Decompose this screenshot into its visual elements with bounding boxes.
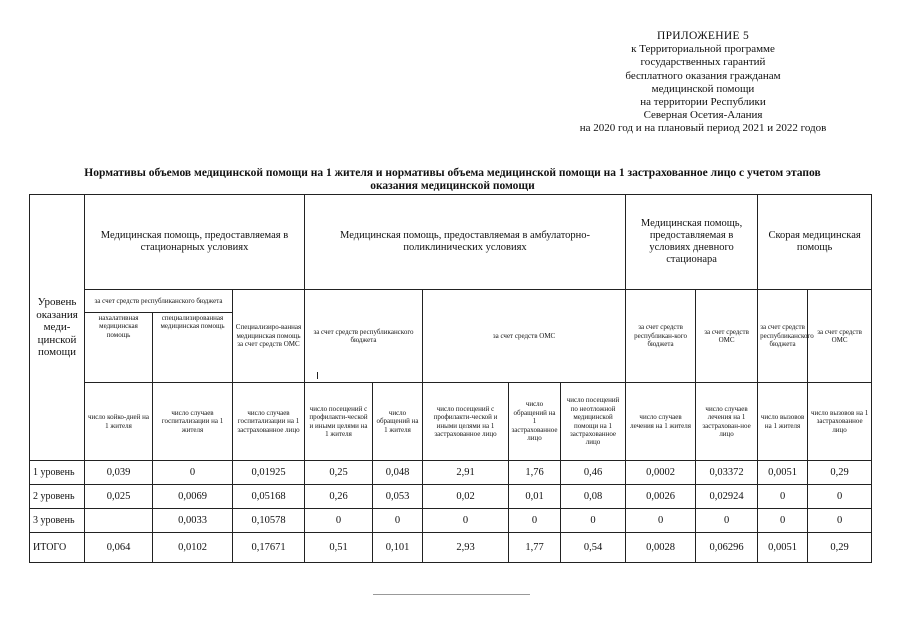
day-hospital-oms-header: за счет средств ОМС: [696, 290, 758, 383]
group-day-hospital: Медицинская помощь, предоставляемая в условиях дневного стационара: [626, 195, 758, 290]
unit-header: число случаев лечения на 1 жителя: [626, 383, 696, 461]
cell: 0,06296: [696, 533, 758, 563]
unit-header: число посещений с профилакти-ческой и иными целями на 1 застрахованное лицо: [423, 383, 509, 461]
cell: 0,26: [305, 485, 373, 509]
cell: 0,048: [373, 461, 423, 485]
unit-header: число случаев госпитализации на 1 жителя: [153, 383, 233, 461]
cell: 0,0002: [626, 461, 696, 485]
cell: 1,77: [509, 533, 561, 563]
cell: 0: [561, 509, 626, 533]
inpatient-general-header: нахалативная медицинская помощь: [85, 313, 153, 383]
cell: 0: [696, 509, 758, 533]
unit-header: число случаев госпитализации на 1 застрахованное лицо: [233, 383, 305, 461]
cell: 0: [373, 509, 423, 533]
cell: 0,039: [85, 461, 153, 485]
ambulance-rep-header: за счет средств республиканского бюджета: [758, 290, 808, 383]
cell: 0,0026: [626, 485, 696, 509]
cell: 0,17671: [233, 533, 305, 563]
cell: 0: [758, 485, 808, 509]
unit-header: число койко-дней на 1 жителя: [85, 383, 153, 461]
cell: 0,0102: [153, 533, 233, 563]
table-row: [30, 461, 872, 485]
cell: 0: [808, 509, 872, 533]
cell: 0: [758, 509, 808, 533]
norms-table: [29, 194, 872, 563]
appendix-line: медицинской помощи: [651, 82, 755, 95]
inpatient-rep-budget-header: за счет средств республиканского бюджета: [85, 290, 233, 313]
cell: 0: [153, 461, 233, 485]
cell: [85, 509, 153, 533]
unit-header: число вызовов на 1 жителя: [758, 383, 808, 461]
cell: 0,25: [305, 461, 373, 485]
group-inpatient: Медицинская помощь, предоставляемая в стационарных условиях: [85, 195, 305, 290]
cell: 0,0069: [153, 485, 233, 509]
group-outpatient: Медицинская помощь, предоставляемая в амбулаторно-поликлинических условиях: [305, 195, 626, 290]
cell: 0: [626, 509, 696, 533]
cell: 0,02924: [696, 485, 758, 509]
cell: 0,064: [85, 533, 153, 563]
cell: 0: [305, 509, 373, 533]
cell: 0,29: [808, 533, 872, 563]
stray-mark: [317, 372, 318, 379]
document-title: [30, 167, 875, 193]
cell: 0,05168: [233, 485, 305, 509]
cell: 0,01: [509, 485, 561, 509]
ambulance-oms-header: за счет средств ОМС: [808, 290, 872, 383]
cell: 0,01925: [233, 461, 305, 485]
title-line-1: Нормативы объемов медицинской помощи на 1 жителя и нормативы объема медицинской помощи на 1 застрахованное лицо с учетом этапов: [84, 167, 821, 179]
unit-header: число обращений на 1 застрахованное лицо: [509, 383, 561, 461]
appendix-line: государственных гарантий: [640, 56, 766, 69]
row-label: 1 уровень: [30, 461, 85, 485]
unit-header: число случаев лечения на 1 застрахован-ное лицо: [696, 383, 758, 461]
cell: 0,08: [561, 485, 626, 509]
cell: 0,03372: [696, 461, 758, 485]
title-line-2: оказания медицинской помощи: [370, 180, 535, 192]
cell: 0,46: [561, 461, 626, 485]
outpatient-rep-budget-header: за счет средств республиканского бюджета: [305, 290, 423, 383]
cell: 0,10578: [233, 509, 305, 533]
cell: 0,51: [305, 533, 373, 563]
cell: 0: [509, 509, 561, 533]
inpatient-oms-header: Специализиро-ванная медицинская помощь за счет средств ОМС: [233, 290, 305, 383]
appendix-header: [553, 30, 853, 136]
cell: 0,0033: [153, 509, 233, 533]
unit-header: число обращений на 1 жителя: [373, 383, 423, 461]
cell: 1,76: [509, 461, 561, 485]
cell: 0,025: [85, 485, 153, 509]
appendix-line: Северная Осетия-Алания: [643, 109, 763, 122]
appendix-line: бесплатного оказания гражданам: [625, 69, 781, 82]
cell: 0,0051: [758, 533, 808, 563]
cell: 0,101: [373, 533, 423, 563]
unit-header: число посещений с профилакти-ческой и иными целями на 1 жителя: [305, 383, 373, 461]
inpatient-specialized-header: специализированная медицинская помощь: [153, 313, 233, 383]
cell: 2,91: [423, 461, 509, 485]
appendix-line: на 2020 год и на плановый период 2021 и 2022 годов: [579, 122, 827, 135]
cell: 0,0028: [626, 533, 696, 563]
level-header: Уровень оказания меди-цинской помощи: [30, 195, 85, 461]
table-row: [30, 485, 872, 509]
cell: 0,29: [808, 461, 872, 485]
row-label: ИТОГО: [30, 533, 85, 563]
outpatient-oms-header: за счет средств ОМС: [423, 290, 626, 383]
table-row: [30, 533, 872, 563]
appendix-line: на территории Республики: [640, 96, 766, 109]
row-label: 2 уровень: [30, 485, 85, 509]
day-hospital-rep-header: за счет средств республикан-кого бюджета: [626, 290, 696, 383]
cell: 0,54: [561, 533, 626, 563]
cell: 0: [423, 509, 509, 533]
cell: 0,053: [373, 485, 423, 509]
cell: 0: [808, 485, 872, 509]
cell: 0,02: [423, 485, 509, 509]
group-ambulance: Скорая медицинская помощь: [758, 195, 872, 290]
footer-divider: [373, 594, 530, 595]
table-row: [30, 509, 872, 533]
cell: 2,93: [423, 533, 509, 563]
unit-header: число вызовов на 1 застрахованное лицо: [808, 383, 872, 461]
appendix-line: к Территориальной программе: [631, 43, 775, 56]
unit-header: число посещений по неотложной медицинской помощи на 1 застрахованное лицо: [561, 383, 626, 461]
appendix-line: ПРИЛОЖЕНИЕ 5: [656, 30, 749, 42]
cell: 0,0051: [758, 461, 808, 485]
row-label: 3 уровень: [30, 509, 85, 533]
